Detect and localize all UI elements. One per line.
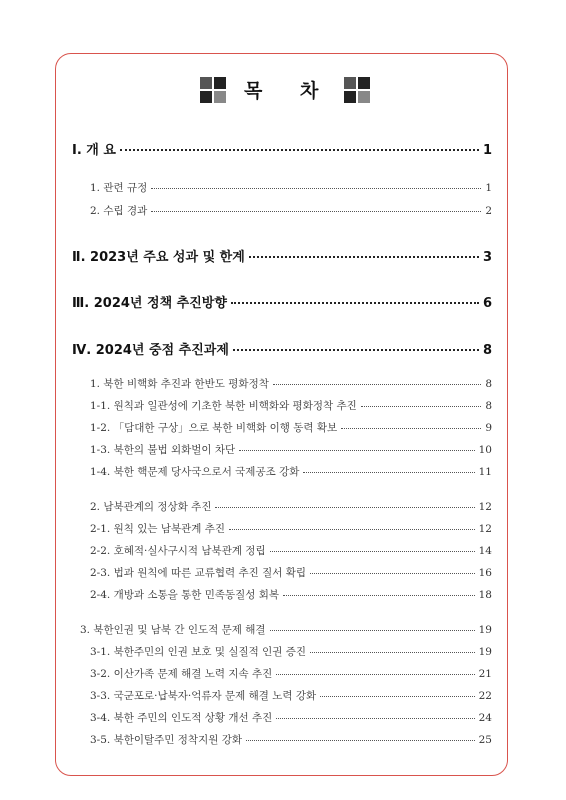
toc-entry[interactable]: 3. 북한인권 및 남북 간 인도적 문제 해결 19: [80, 624, 492, 636]
toc-entry[interactable]: 2. 수립 경과 2: [90, 205, 492, 217]
toc-entry[interactable]: 3-1. 북한주민의 인권 보호 및 실질적 인권 증진 19: [90, 646, 492, 658]
toc-entry[interactable]: 1-2. 「담대한 구상」으로 북한 비핵화 이행 동력 확보 9: [90, 422, 492, 434]
toc-entry[interactable]: 2-4. 개방과 소통을 통한 민족동질성 회복 18: [90, 589, 492, 601]
toc-entry[interactable]: 1-4. 북한 핵문제 당사국으로서 국제공조 강화 11: [90, 466, 492, 478]
toc-entry[interactable]: 3-4. 북한 주민의 인도적 상황 개선 추진 24: [90, 712, 492, 724]
toc-entry-section-1[interactable]: Ⅰ. 개 요 1: [72, 143, 492, 158]
toc-entry[interactable]: 1-3. 북한의 불법 외화벌이 차단 10: [90, 444, 492, 456]
toc-entry[interactable]: 2-1. 원칙 있는 남북관계 추진 12: [90, 523, 492, 535]
toc-entry-section-2[interactable]: Ⅱ. 2023년 주요 성과 및 한계 3: [72, 250, 492, 265]
decorative-squares-left-icon: [200, 77, 226, 103]
toc-entry[interactable]: 3-2. 이산가족 문제 해결 노력 지속 추진 21: [90, 668, 492, 680]
decorative-squares-right-icon: [344, 77, 370, 103]
toc-entry[interactable]: 2-2. 호혜적·실사구시적 남북관계 정립 14: [90, 545, 492, 557]
toc-entry[interactable]: 1. 관련 규정 1: [90, 182, 492, 194]
toc-entry-section-3[interactable]: Ⅲ. 2024년 정책 추진방향 6: [72, 296, 492, 311]
toc-title-left: 목: [244, 80, 263, 102]
toc-title-right: 차: [300, 80, 319, 102]
toc-entry[interactable]: 2. 남북관계의 정상화 추진 12: [90, 501, 492, 513]
toc-entry[interactable]: 1-1. 원칙과 일관성에 기초한 북한 비핵화와 평화정착 추진 8: [90, 400, 492, 412]
toc-entry[interactable]: 3-5. 북한이탈주민 정착지원 강화 25: [90, 734, 492, 746]
toc-entry[interactable]: 2-3. 법과 원칙에 따른 교류협력 추진 질서 확립 16: [90, 567, 492, 579]
toc-entry-section-4[interactable]: Ⅳ. 2024년 중점 추진과제 8: [72, 343, 492, 358]
toc-entry[interactable]: 3-3. 국군포로·납북자·억류자 문제 해결 노력 강화 22: [90, 690, 492, 702]
toc-entry[interactable]: 1. 북한 비핵화 추진과 한반도 평화정착 8: [90, 378, 492, 390]
